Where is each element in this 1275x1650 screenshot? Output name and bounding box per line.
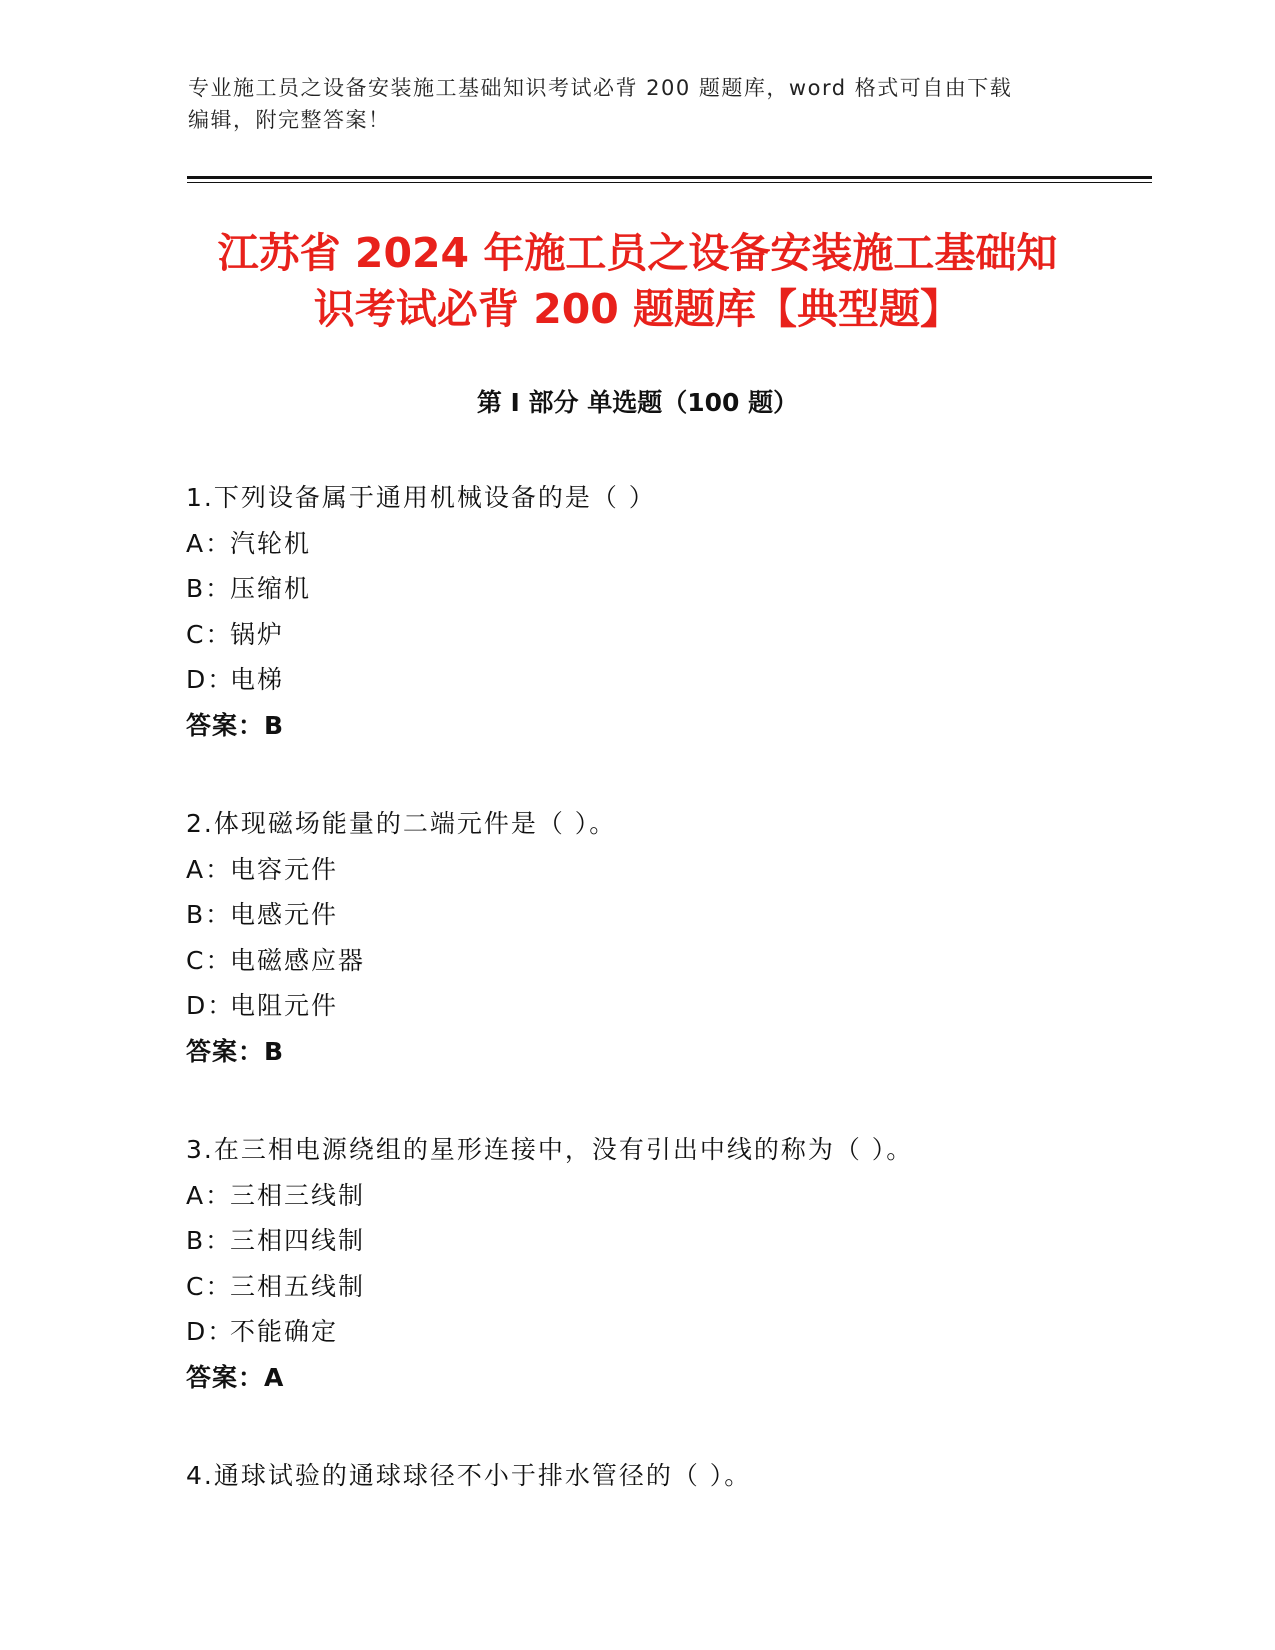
option-text: 电容元件 — [230, 854, 339, 884]
option-key: A： — [186, 854, 233, 884]
question-stem: 1.下列设备属于通用机械设备的是（ ） — [186, 483, 656, 512]
header-divider-thin — [187, 182, 1152, 183]
question-stem: 4.通球试验的通球球径不小于排水管径的（ ）。 — [186, 1461, 752, 1490]
option-key: D： — [186, 991, 235, 1020]
option-b — [186, 1218, 1166, 1264]
header-note — [188, 72, 1068, 136]
option-key: D： — [186, 665, 235, 694]
option-d — [186, 1309, 1166, 1355]
header-note-line-2: 编辑，附完整答案！ — [188, 108, 391, 132]
document-title-line-1: 江苏省 2024 年施工员之设备安装施工基础知 — [217, 229, 1058, 277]
answer-line: 答案：B — [186, 710, 285, 740]
question-stem: 2.体现磁场能量的二端元件是（ ）。 — [186, 809, 617, 838]
option-text: 电梯 — [230, 665, 285, 694]
option-text: 电阻元件 — [230, 991, 339, 1020]
question-3 — [186, 1127, 1166, 1400]
answer-line: 答案：B — [186, 1036, 285, 1066]
question-4 — [186, 1453, 1166, 1499]
option-key: B： — [186, 574, 233, 603]
section-title: 第 I 部分 单选题（100 题） — [476, 388, 799, 417]
answer-line: 答案：A — [186, 1362, 285, 1392]
option-key: C： — [186, 945, 233, 975]
option-text: 三相五线制 — [230, 1271, 366, 1301]
question-list — [186, 475, 1166, 1552]
option-key: A： — [186, 1180, 233, 1210]
option-key: B： — [186, 900, 233, 929]
option-c — [186, 938, 1166, 984]
option-a — [186, 521, 1166, 567]
option-text: 压缩机 — [230, 574, 312, 603]
option-text: 锅炉 — [230, 619, 285, 649]
question-2 — [186, 801, 1166, 1074]
option-b — [186, 892, 1166, 938]
option-key: C： — [186, 1271, 233, 1301]
option-text: 三相三线制 — [230, 1180, 366, 1210]
option-a — [186, 1173, 1166, 1219]
option-text: 不能确定 — [230, 1317, 339, 1346]
header-divider-thick — [187, 176, 1152, 179]
option-b — [186, 566, 1166, 612]
option-text: 三相四线制 — [230, 1226, 366, 1255]
option-a — [186, 847, 1166, 893]
option-key: C： — [186, 619, 233, 649]
option-text: 电磁感应器 — [230, 945, 366, 975]
option-d — [186, 657, 1166, 703]
option-text: 汽轮机 — [230, 528, 312, 558]
header-note-line-1: 专业施工员之设备安装施工基础知识考试必背 200 题题库，word 格式可自由下载 — [188, 76, 1013, 100]
option-c — [186, 612, 1166, 658]
question-stem: 3.在三相电源绕组的星形连接中，没有引出中线的称为（ ）。 — [186, 1135, 914, 1164]
option-key: B： — [186, 1226, 233, 1255]
question-1 — [186, 475, 1166, 748]
option-c — [186, 1264, 1166, 1310]
option-key: A： — [186, 528, 233, 558]
option-text: 电感元件 — [230, 900, 339, 929]
option-d — [186, 983, 1166, 1029]
option-key: D： — [186, 1317, 235, 1346]
document-title-line-2: 识考试必背 200 题题库【典型题】 — [313, 285, 962, 333]
document-title — [140, 225, 1135, 337]
